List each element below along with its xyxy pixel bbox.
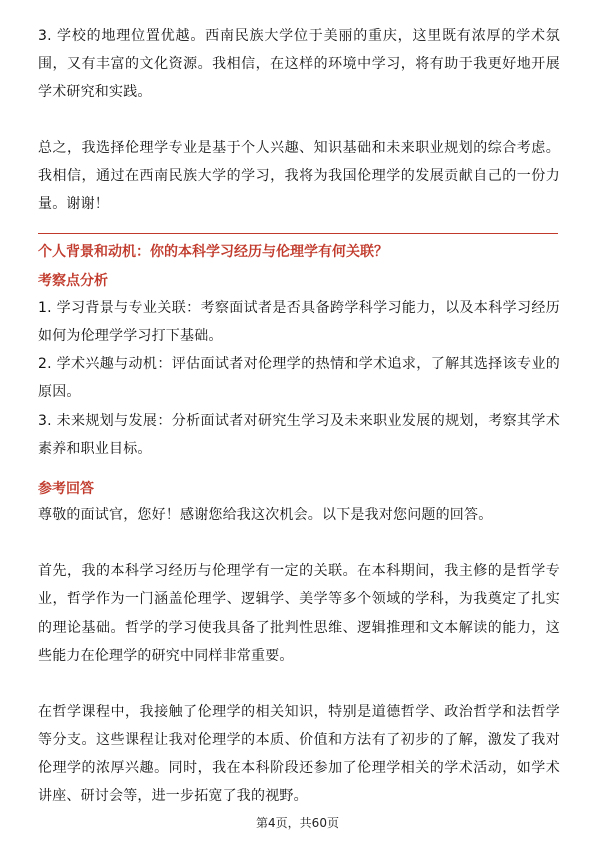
paragraph-line: 量。谢谢！ <box>38 196 109 212</box>
answer-line: 的理论基础。哲学的学习使我具备了批判性思维、逻辑推理和文本解读的能力，这 <box>38 620 560 636</box>
analysis-line: 3. 未来规划与发展：分析面试者对研究生学习及未来职业发展的规划，考察其学术 <box>38 413 560 429</box>
analysis-heading: 考察点分析 <box>38 273 108 289</box>
answer-line: 等分支。这些课程让我对伦理学的本质、价值和方法有了初步的了解，激发了我对 <box>38 732 560 748</box>
answer-heading: 参考回答 <box>38 481 94 497</box>
analysis-line: 原因。 <box>38 384 81 400</box>
answer-line: 在哲学课程中，我接触了伦理学的相关知识，特别是道德哲学、政治哲学和法哲学 <box>38 704 560 720</box>
analysis-line: 1. 学习背景与专业关联：考察面试者是否具备跨学科学习能力，以及本科学习经历 <box>38 300 560 316</box>
page-number: 第4页，共60页 <box>256 816 339 830</box>
answer-line: 伦理学的浓厚兴趣。同时，我在本科阶段还参加了伦理学相关的学术活动，如学术 <box>38 760 560 776</box>
paragraph-line: 总之，我选择伦理学专业是基于个人兴趣、知识基础和未来职业规划的综合考虑。 <box>38 140 560 156</box>
section-divider <box>38 233 558 234</box>
question-heading: 个人背景和动机：你的本科学习经历与伦理学有何关联？ <box>38 244 388 260</box>
paragraph-line: 3. 学校的地理位置优越。西南民族大学位于美丽的重庆，这里既有浓厚的学术氛 <box>38 28 560 44</box>
answer-line: 讲座、研讨会等，进一步拓宽了我的视野。 <box>38 788 308 804</box>
analysis-line: 素养和职业目标。 <box>38 441 152 457</box>
analysis-line: 如何为伦理学学习打下基础。 <box>38 328 223 344</box>
answer-line: 些能力在伦理学的研究中同样非常重要。 <box>38 648 294 664</box>
paragraph-line: 我相信，通过在西南民族大学的学习，我将为我国伦理学的发展贡献自己的一份力 <box>38 168 560 184</box>
answer-line: 业，哲学作为一门涵盖伦理学、逻辑学、美学等多个领域的学科，为我奠定了扎实 <box>38 591 560 607</box>
paragraph-line: 围，又有丰富的文化资源。我相信，在这样的环境中学习，将有助于我更好地开展 <box>38 56 560 72</box>
answer-greeting: 尊敬的面试官，您好！感谢您给我这次机会。以下是我对您问题的回答。 <box>38 507 493 523</box>
paragraph-line: 学术研究和实践。 <box>38 84 152 100</box>
answer-line: 首先，我的本科学习经历与伦理学有一定的关联。在本科期间，我主修的是哲学专 <box>38 563 560 579</box>
analysis-line: 2. 学术兴趣与动机：评估面试者对伦理学的热情和学术追求，了解其选择该专业的 <box>38 356 560 372</box>
